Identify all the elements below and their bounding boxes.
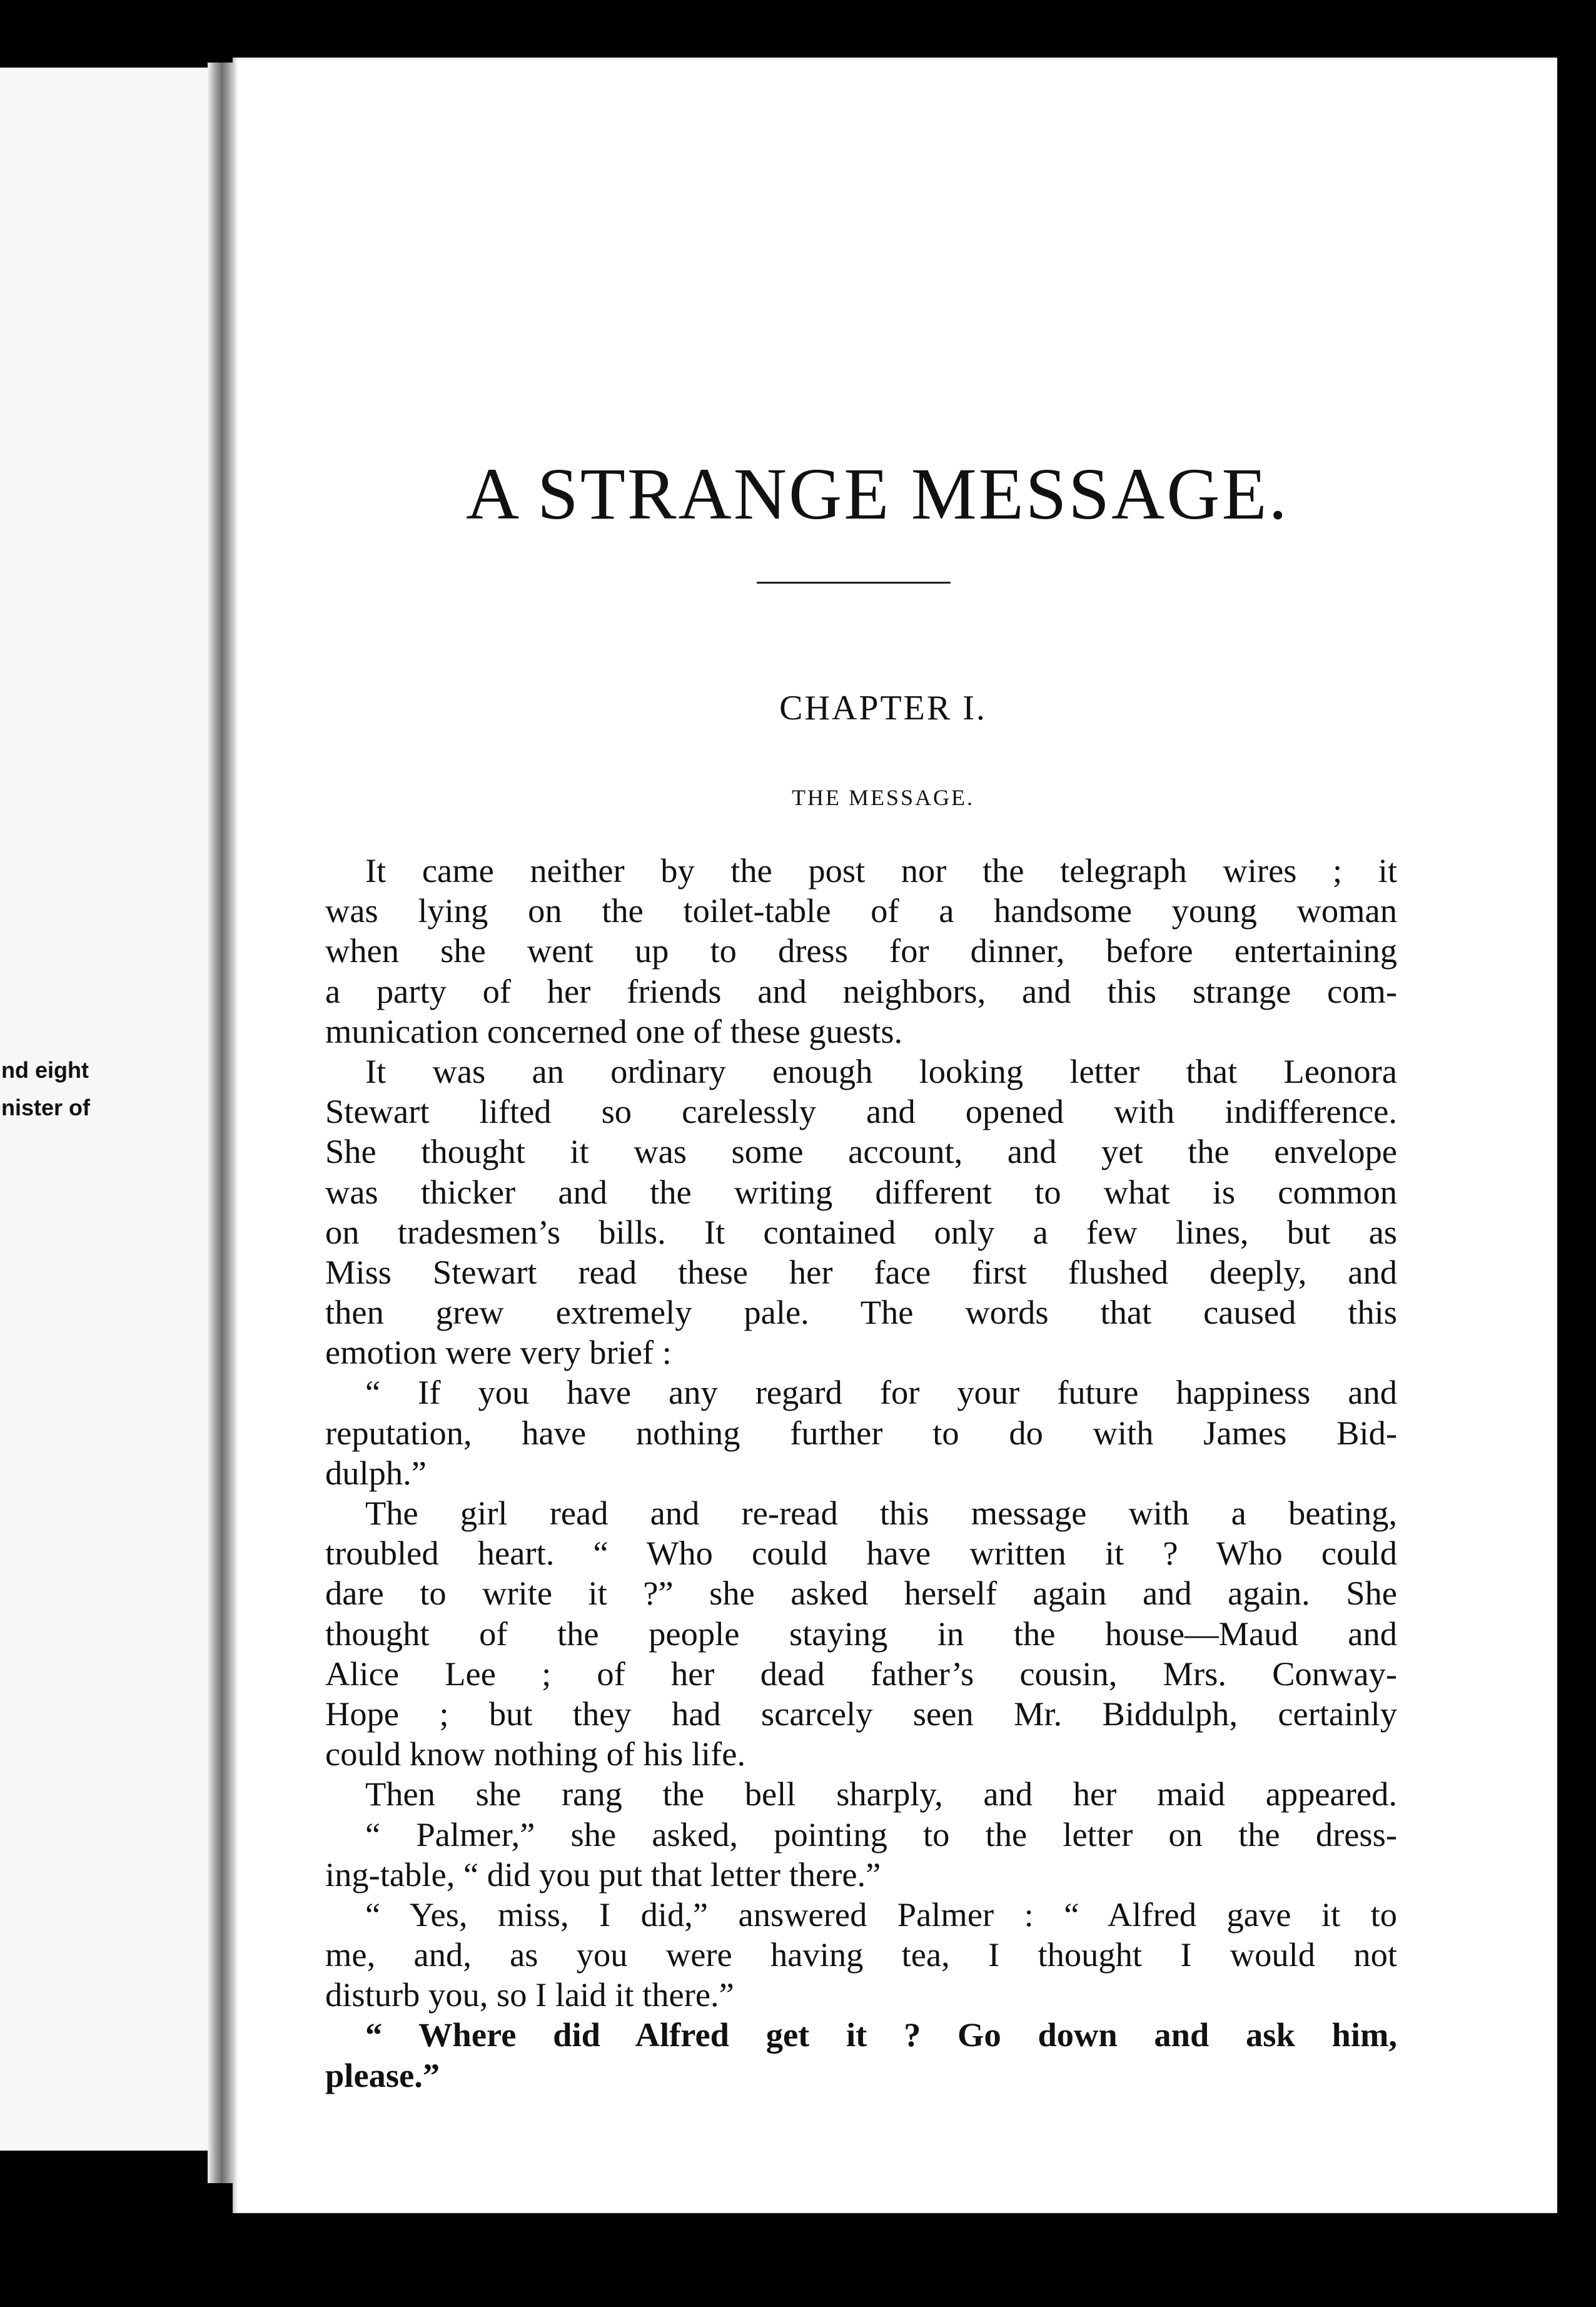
text-line: It was an ordinary enough looking letter that Leonora bbox=[365, 1052, 1397, 1090]
text-line: on tradesmen’s bills. It contained only a few lines, but as bbox=[325, 1212, 1397, 1251]
text-line: thought of the people staying in the house—Maud and bbox=[325, 1614, 1397, 1653]
facing-page-fragment: nd eight bbox=[1, 1057, 89, 1083]
text-line: Hope ; but they had scarcely seen Mr. Biddulph, certainly bbox=[325, 1694, 1397, 1733]
page-title: A STRANGE MESSAGE. bbox=[465, 453, 1290, 535]
text-line: The girl read and re-read this message with a beating, bbox=[365, 1494, 1397, 1532]
text-line: Stewart lifted so carelessly and opened with indifference. bbox=[325, 1092, 1397, 1131]
text-line: She thought it was some account, and yet the envelope bbox=[325, 1132, 1397, 1171]
text-line: disturb you, so I laid it there.” bbox=[325, 1975, 734, 2014]
text-line: Alice Lee ; of her dead father’s cousin, Mrs. Conway- bbox=[325, 1654, 1397, 1693]
text-line: troubled heart. “ Who could have written it ? Who could bbox=[325, 1534, 1397, 1573]
text-line: dare to write it ?” she asked herself again and again. She bbox=[325, 1574, 1397, 1613]
text-line: dulph.” bbox=[325, 1453, 427, 1492]
book-page bbox=[233, 58, 1557, 2213]
text-line: Miss Stewart read these her face first flushed deeply, and bbox=[325, 1252, 1397, 1291]
text-line: emotion were very brief : bbox=[325, 1333, 672, 1372]
body-text bbox=[325, 851, 1397, 2096]
text-line: a party of her friends and neighbors, and this strange com- bbox=[325, 971, 1397, 1010]
text-line: please.” bbox=[325, 2056, 440, 2094]
facing-page bbox=[0, 68, 220, 2151]
text-line: Then she rang the bell sharply, and her maid appeared. bbox=[365, 1775, 1397, 1813]
text-line: was lying on the toilet-table of a handsome young woman bbox=[325, 891, 1397, 930]
text-line: “ Palmer,” she asked, pointing to the letter on the dress- bbox=[365, 1815, 1397, 1853]
text-line: was thicker and the writing different to what is common bbox=[325, 1172, 1397, 1211]
text-line: “ Where did Alfred get it ? Go down and ask him, bbox=[365, 2015, 1397, 2054]
text-line: could know nothing of his life. bbox=[325, 1735, 746, 1773]
text-line: me, and, as you were having tea, I thought I would not bbox=[325, 1935, 1397, 1974]
facing-page-fragment: nister of bbox=[1, 1095, 91, 1120]
text-line: munication concerned one of these guests. bbox=[325, 1012, 903, 1050]
text-line: “ Yes, miss, I did,” answered Palmer : “ Alfred gave it to bbox=[365, 1895, 1397, 1934]
text-line: then grew extremely pale. The words that caused this bbox=[325, 1293, 1397, 1332]
text-line: reputation, have nothing further to do with James Bid- bbox=[325, 1413, 1397, 1452]
text-line: when she went up to dress for dinner, before entertaining bbox=[325, 931, 1397, 970]
chapter-heading: CHAPTER I. bbox=[779, 689, 987, 728]
text-line: It came neither by the post nor the telegraph wires ; it bbox=[365, 851, 1397, 890]
text-line: “ If you have any regard for your future happiness and bbox=[365, 1373, 1397, 1412]
title-divider bbox=[757, 582, 951, 584]
text-line: ing-table, “ did you put that letter there.” bbox=[325, 1855, 881, 1894]
chapter-subtitle: THE MESSAGE. bbox=[791, 785, 974, 810]
